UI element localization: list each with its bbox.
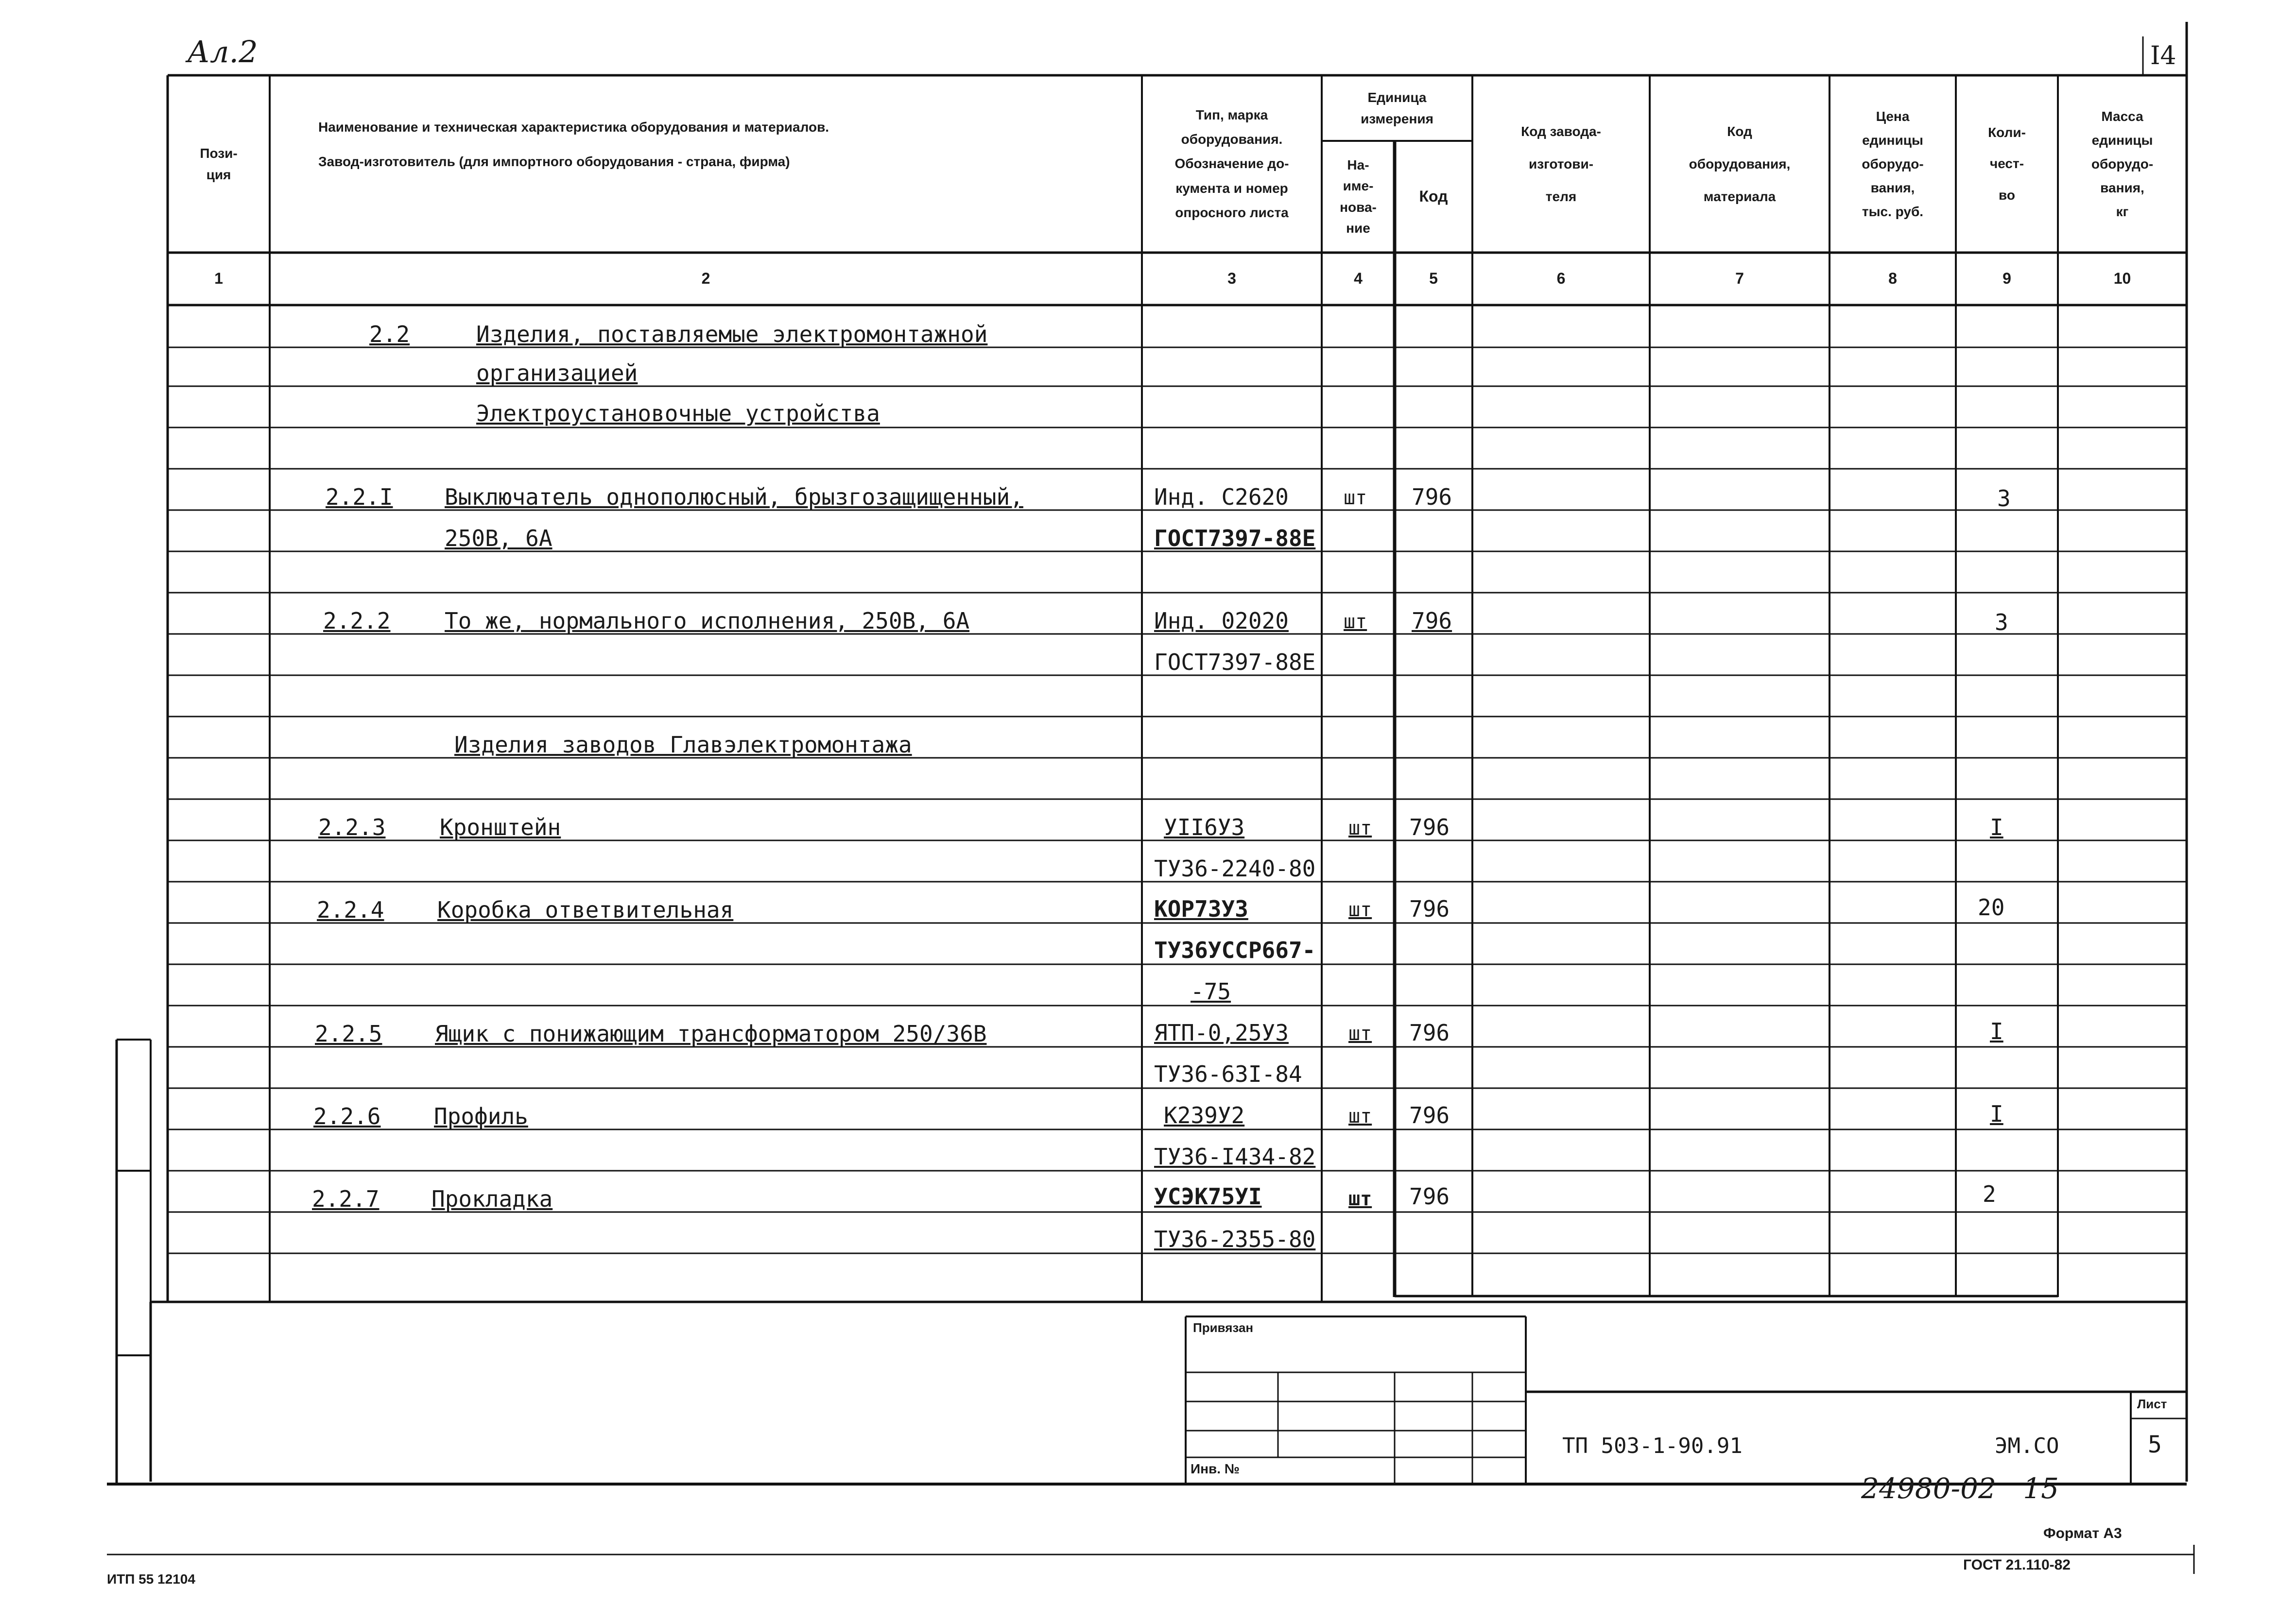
row-position: 2.2 [369, 321, 410, 347]
printer-code: ИТП 55 12104 [107, 1572, 195, 1587]
row-name: Ящик с понижающим трансформатором 250/36В [435, 1021, 987, 1047]
row-unit: шт [1344, 611, 1367, 633]
row-position: 2.2.4 [317, 897, 384, 923]
row-position: 2.2.3 [318, 814, 386, 840]
column-number-9: 9 [2003, 270, 2011, 287]
header-name [272, 117, 1142, 172]
row-unit: шт [1348, 1188, 1372, 1210]
row-unit: шт [1348, 1105, 1372, 1128]
column-number-4: 4 [1354, 270, 1363, 287]
title-sheet-number: 5 [2148, 1431, 2162, 1458]
row-name: Выключатель однополюсный, брызгозащищенный, [445, 484, 1023, 510]
header-unit-group: Единица измерения [1361, 90, 1433, 126]
gost-label: ГОСТ 21.110-82 [1963, 1557, 2071, 1573]
row-type: ГОСТ7397-88Е [1154, 525, 1316, 551]
row-quantity: I [1990, 1018, 2003, 1044]
header-position: Пози- ция [200, 146, 238, 182]
column-number-3: 3 [1227, 270, 1236, 287]
row-type: ЯТП-0,25УЗ [1154, 1020, 1289, 1046]
row-type: Инд. С2620 [1154, 484, 1289, 510]
header-quantity: Коли- чест- во [1988, 124, 2026, 203]
row-name: Прокладка [432, 1186, 553, 1212]
title-doc-number: ТП 503-1-90.91 [1562, 1434, 1743, 1458]
column-number-5: 5 [1429, 270, 1438, 287]
row-unit-code: 796 [1409, 1020, 1450, 1046]
row-type: КОР73УЗ [1154, 896, 1248, 922]
header-plant-code: Код завода- изготови- теля [1521, 123, 1601, 205]
row-type: ТУ36-2240-80 [1154, 855, 1316, 882]
row-type: УСЭК75УI [1154, 1183, 1262, 1210]
row-unit-code: 796 [1409, 1102, 1450, 1128]
header-unit-name: На- име- нова- ние [1340, 157, 1377, 236]
header-name-line2: Завод-изготовитель (для импортного оборудования - страна, фирма) [318, 154, 790, 170]
column-number-7: 7 [1735, 270, 1744, 287]
row-type: ТУ36-I434-82 [1154, 1144, 1316, 1170]
stamp-inv-no: Инв. № [1191, 1461, 1240, 1476]
column-number-1: 1 [214, 270, 223, 287]
row-unit-code: 796 [1409, 896, 1450, 922]
format-label: Формат А3 [2043, 1525, 2122, 1541]
corner-note: Ал.2 [187, 34, 258, 69]
row-name: Изделия, поставляемые электромонтажной [476, 321, 988, 347]
row-name: Профиль [434, 1103, 528, 1129]
row-position: 2.2.I [326, 484, 393, 510]
row-quantity: I [1990, 1101, 2003, 1127]
row-quantity: 2 [1983, 1181, 1996, 1207]
archive-number: 24980-02 15 [1861, 1472, 2059, 1505]
row-position: 2.2.7 [312, 1186, 380, 1212]
row-name: То же, нормального исполнения, 250В, 6А [445, 608, 970, 634]
column-number-8: 8 [1888, 270, 1897, 287]
column-number-6: 6 [1556, 270, 1566, 287]
row-type: УII6УЗ [1164, 814, 1245, 840]
header-price: Цена единицы оборудо- вания, тыс. руб. [1862, 109, 1924, 219]
row-unit: шт [1344, 487, 1367, 509]
column-number-2: 2 [701, 270, 710, 287]
row-name: организацией [476, 360, 638, 386]
row-type: Инд. 02020 [1154, 608, 1289, 634]
row-name: Изделия заводов Главэлектромонтажа [454, 732, 912, 758]
row-unit: шт [1348, 899, 1372, 921]
row-type: ТУ36-63I-84 [1154, 1061, 1302, 1087]
title-sheet-label: Лист [2137, 1397, 2167, 1411]
row-unit-code: 796 [1409, 814, 1450, 840]
row-quantity: 20 [1978, 894, 2005, 921]
row-type: ТУ36УССР667- [1154, 937, 1316, 963]
row-unit-code: 796 [1409, 1183, 1450, 1210]
column-number-10: 10 [2113, 270, 2131, 287]
row-type: К239У2 [1164, 1102, 1245, 1128]
header-mass: Масса единицы оборудо- вания, кг [2091, 109, 2154, 219]
row-unit: шт [1348, 1023, 1372, 1045]
row-name: Коробка ответвительная [437, 897, 734, 923]
row-unit: шт [1348, 817, 1372, 839]
header-name-line1: Наименование и техническая характеристика оборудования и материалов. [318, 120, 829, 135]
header-equipment-code: Код оборудования, материала [1689, 123, 1791, 205]
header-unit-code: Код [1419, 187, 1448, 205]
row-type: -75 [1191, 978, 1231, 1005]
row-unit-code: 796 [1412, 608, 1452, 634]
title-doc-code: ЭМ.СО [1995, 1434, 2059, 1458]
row-unit-code: 796 [1412, 484, 1452, 510]
row-quantity: 3 [1995, 609, 2008, 635]
row-quantity: 3 [1997, 485, 2011, 512]
row-type: ГОСТ7397-88Е [1154, 649, 1316, 675]
row-name: Кронштейн [440, 814, 561, 840]
row-position: 2.2.5 [315, 1021, 382, 1047]
row-name: 250В, 6А [445, 525, 552, 551]
header-type: Тип, марка оборудования. Обозначение до- кумента и номер опросного листа [1174, 107, 1289, 221]
stamp-privyazan: Привязан [1193, 1320, 1254, 1335]
row-name: Электроустановочные устройства [476, 400, 880, 427]
row-quantity: I [1990, 814, 2003, 840]
page-number: I4 [2150, 41, 2176, 70]
row-position: 2.2.6 [313, 1103, 381, 1129]
row-type: ТУ36-2355-80 [1154, 1226, 1316, 1252]
row-position: 2.2.2 [323, 608, 391, 634]
